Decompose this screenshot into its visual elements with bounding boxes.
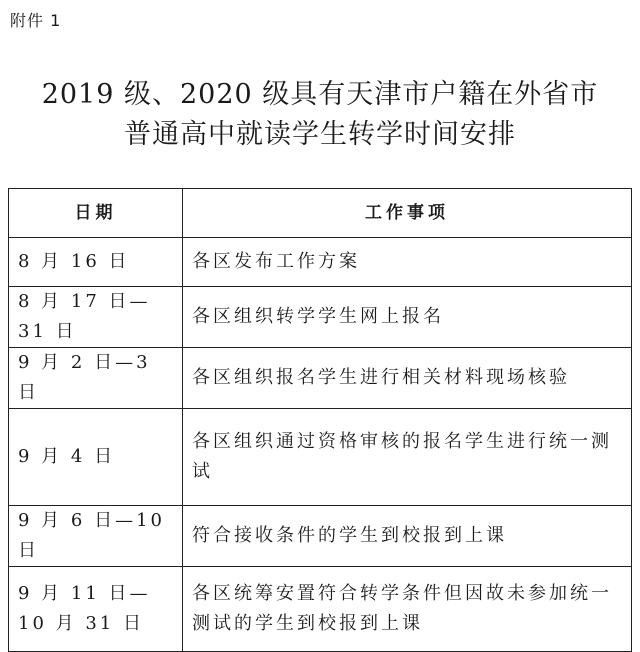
date-column-header: 日期	[9, 189, 183, 238]
date-cell: 9 月 6 日—10 日	[9, 506, 183, 567]
table-row	[9, 567, 632, 652]
task-cell: 各区统筹安置符合转学条件但因故未参加统一测试的学生到校报到上课	[183, 567, 632, 652]
task-column-header: 工作事项	[183, 189, 632, 238]
table-row	[9, 287, 632, 348]
date-cell: 9 月 4 日	[9, 409, 183, 506]
table-row	[9, 409, 632, 506]
schedule-table	[8, 188, 632, 652]
document-title-line-1: 2019 级、2020 级具有天津市户籍在外省市	[41, 79, 599, 110]
date-cell: 8 月 16 日	[9, 238, 183, 287]
document-title-line-2: 普通高中就读学生转学时间安排	[124, 119, 516, 150]
date-cell: 9 月 2 日—3 日	[9, 348, 183, 409]
task-cell: 各区组织转学学生网上报名	[183, 287, 632, 348]
date-cell: 8 月 17 日—31 日	[9, 287, 183, 348]
task-cell: 各区发布工作方案	[183, 238, 632, 287]
table-header-row	[9, 189, 632, 238]
table-row	[9, 348, 632, 409]
attachment-label: 附件 1	[10, 11, 62, 30]
task-cell: 符合接收条件的学生到校报到上课	[183, 506, 632, 567]
task-cell: 各区组织报名学生进行相关材料现场核验	[183, 348, 632, 409]
table-row	[9, 238, 632, 287]
table-row	[9, 506, 632, 567]
date-cell: 9 月 11 日—10 月 31 日	[9, 567, 183, 652]
task-cell: 各区组织通过资格审核的报名学生进行统一测试	[183, 409, 632, 506]
